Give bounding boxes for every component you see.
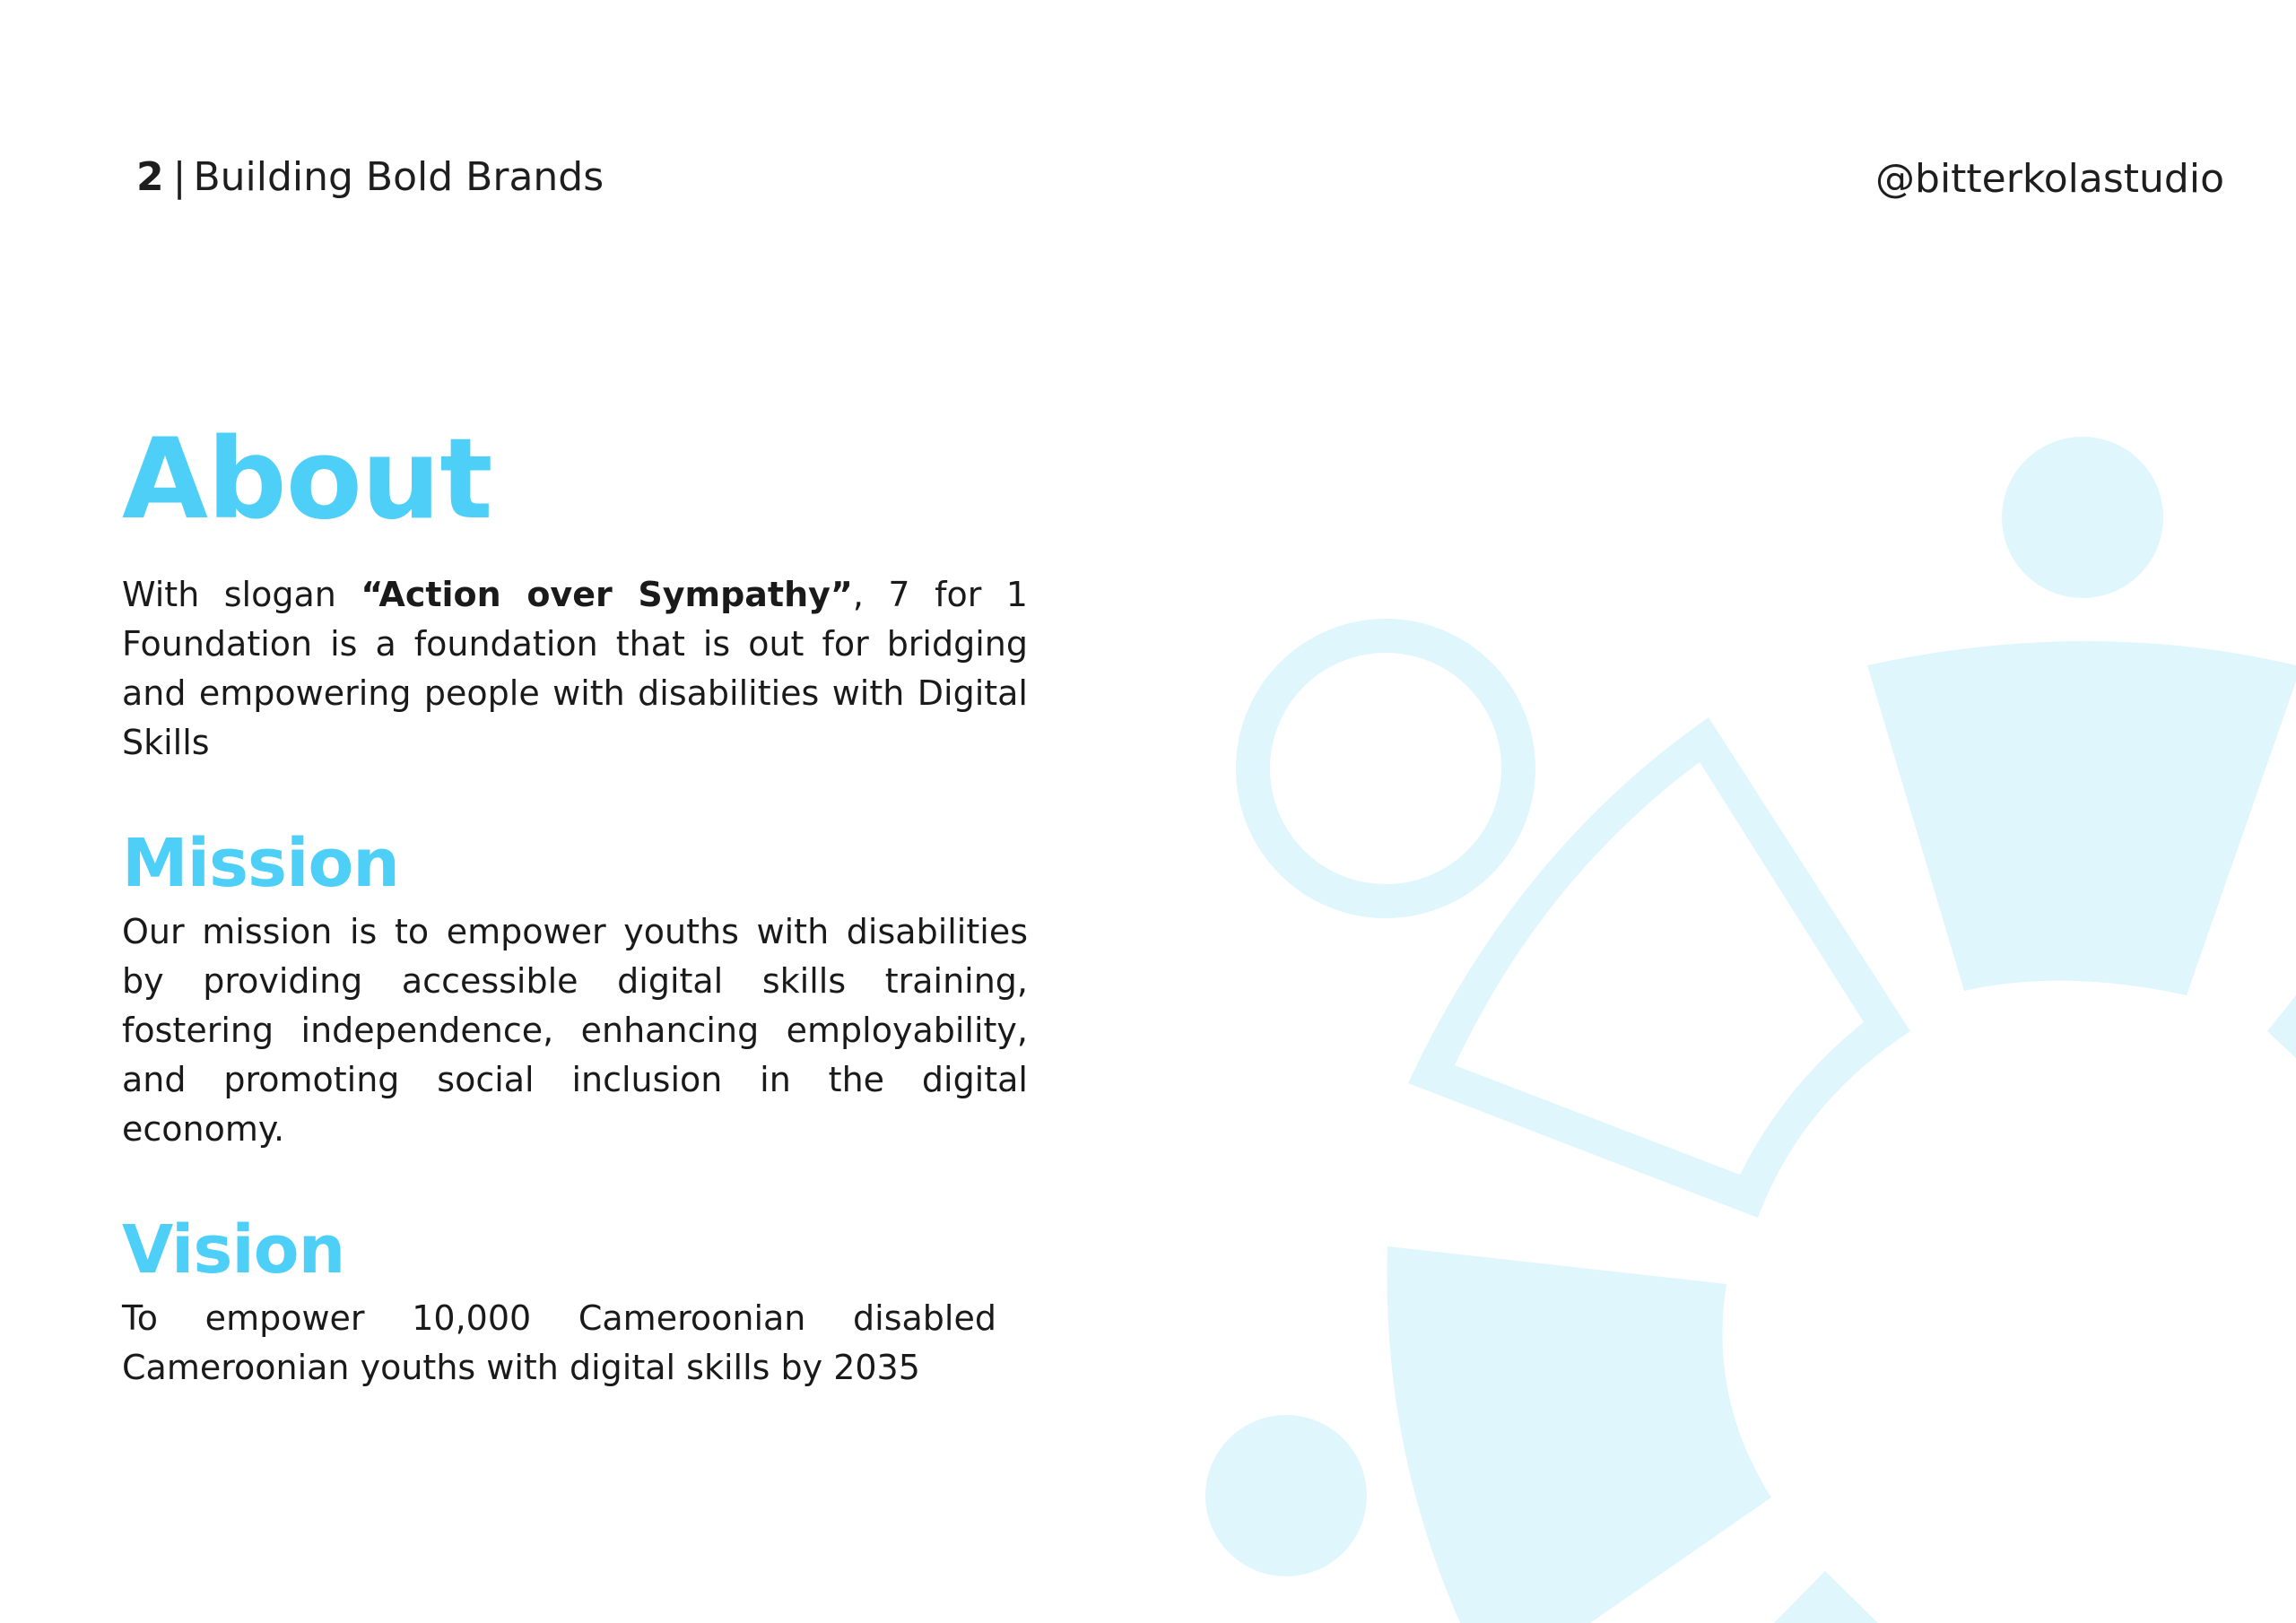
graphic-head-top — [2002, 437, 2163, 598]
about-title: About — [122, 415, 492, 544]
vision-title: Vision — [122, 1211, 345, 1289]
page-header — [136, 151, 604, 204]
graphic-ring — [1253, 636, 1518, 901]
graphic-segment-bottom-left — [1387, 1246, 1771, 1623]
about-text-before: With slogan — [122, 575, 361, 614]
main-content — [122, 412, 1028, 1393]
graphic-segment-top-right — [1867, 641, 2296, 995]
graphic-head-bottom — [1205, 1415, 1367, 1576]
header-title: Building Bold Brands — [193, 154, 604, 200]
page-number: 2 — [136, 154, 164, 200]
graphic-segment-right-edge — [2267, 995, 2296, 1058]
social-handle: @bitterkolastudio — [1875, 156, 2224, 202]
mission-title: Mission — [122, 825, 399, 902]
vision-paragraph: To empower 10,000 Cameroonian disabled Cameroonian youths with digital skills by 2035 — [122, 1298, 996, 1387]
graphic-segment-bottom-right — [1774, 1571, 1878, 1623]
about-text-after: , 7 for 1 Foundation is a foundation that is out for bridging and empowering people with disabilities with Digital Skills — [122, 575, 1028, 762]
header-separator: | — [172, 154, 187, 200]
graphic-segment-left-frame — [1408, 717, 1910, 1218]
about-paragraph — [122, 570, 1028, 768]
about-slogan: “Action over Sympathy” — [361, 575, 853, 614]
mission-paragraph: Our mission is to empower youths with disabilities by providing accessible digital skills training, fostering independence, enhancing employability, and promoting social inclusion in the digital economy. — [122, 912, 1028, 1149]
